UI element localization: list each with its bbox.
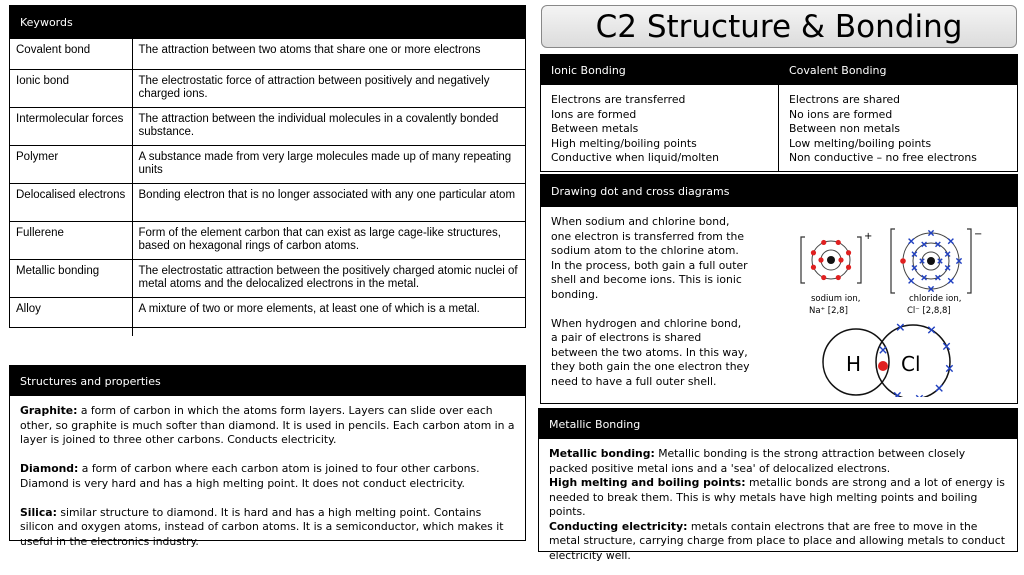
- keywords-header: Keywords: [10, 6, 525, 38]
- table-row: [10, 146, 525, 184]
- electron-cross: [928, 327, 934, 333]
- item-label: Graphite:: [20, 404, 78, 417]
- structure-item: [20, 462, 515, 491]
- metallic-body: [539, 439, 1017, 571]
- list-item: Low melting/boiling points: [789, 136, 932, 150]
- item-text: a form of carbon in which the atoms form layers. Layers can slide over each other, so graphite is much softer than diamond. It is used in pencils. Each carbon atom in a layer is joined to three other carbons. Conducts electricity.: [20, 404, 515, 446]
- keyword-term: Polymer: [10, 146, 132, 184]
- keyword-term: Delocalised electrons: [10, 184, 132, 222]
- metallic-item: [549, 476, 1007, 520]
- bonding-comparison: [540, 54, 1018, 172]
- nucleus: [927, 257, 935, 265]
- item-text: metallic bonds are strong and a lot of energy is needed to break them. This is why metals have high melting points and boiling points.: [549, 476, 1005, 518]
- structures-section: [9, 365, 526, 548]
- dot-cross-header: Drawing dot and cross diagrams: [541, 175, 1017, 207]
- electron-cross: [922, 275, 927, 280]
- list-item: High melting/boiling points: [551, 136, 697, 150]
- sodium-formula: Na⁺ [2,8]: [809, 306, 848, 316]
- list-item: Electrons are shared: [789, 93, 901, 106]
- structure-item: [20, 506, 515, 550]
- sodium-charge: +: [864, 231, 873, 242]
- item-text: Metallic bonding is the strong attraction between closely packed positive metal ions and a 'sea' of delocalized electrons.: [549, 447, 966, 475]
- keyword-definition: Form of the element carbon that can exist as large cage-like structures, based on hexagonal rings of carbon atoms.: [132, 222, 525, 260]
- bracket-right: [857, 237, 861, 283]
- keyword-definition: The electrostatic attraction between the positively charged atomic nuclei of metal atoms and the delocalized electrons in the metal.: [132, 260, 525, 298]
- chloride-ion-diagram: [891, 229, 982, 316]
- keyword-term: Metallic bonding: [10, 260, 132, 298]
- bracket-left: [801, 237, 805, 283]
- structures-body: [10, 396, 525, 557]
- metallic-item: [549, 447, 1007, 476]
- electron-cross: [936, 385, 942, 391]
- bracket-left: [891, 229, 895, 293]
- dot-cross-text: [551, 215, 751, 389]
- keyword-definition: A mixture of two or more elements, at least one of which is a metal.: [132, 298, 525, 336]
- sodium-label: sodium ion,: [811, 294, 861, 304]
- covalent-header: Covalent Bonding: [789, 63, 887, 77]
- structures-header: Structures and properties: [10, 366, 525, 396]
- electron-dot: [811, 265, 816, 270]
- item-label: Silica:: [20, 505, 57, 519]
- electron-cross: [922, 242, 927, 247]
- hydrogen-symbol: H: [846, 352, 862, 376]
- bracket-right: [967, 229, 971, 293]
- chloride-formula: Cl⁻ [2,8,8]: [907, 306, 951, 316]
- keyword-term: Covalent bond: [10, 39, 132, 70]
- item-label: Metallic bonding:: [549, 447, 655, 460]
- comparison-header: [541, 55, 1017, 85]
- electron-cross: [948, 239, 953, 244]
- table-row: [10, 39, 525, 70]
- electron-cross: [935, 242, 940, 247]
- ionic-column: [541, 85, 779, 171]
- keyword-term: Ionic bond: [10, 70, 132, 108]
- electron-dot: [838, 257, 843, 262]
- electron-dot: [821, 240, 826, 245]
- electron-cross: [948, 278, 953, 283]
- chloride-charge: −: [974, 229, 983, 240]
- table-row: [10, 108, 525, 146]
- item-text: a form of carbon where each carbon atom is joined to four other carbons. Diamond is very hard and has a high melting point. It does not conduct electricity.: [20, 462, 480, 490]
- electron-dot: [811, 250, 816, 255]
- item-text: similar structure to diamond. It is hard and has a high melting point. Contains silicon and oxygen atoms, instead of carbon atoms. It is a semiconductor, which makes it useful in the electronics industry.: [20, 505, 504, 548]
- electron-cross: [916, 395, 922, 397]
- keyword-term: Alloy: [10, 298, 132, 336]
- electron-cross: [912, 252, 917, 257]
- hcl-diagram: [823, 324, 953, 397]
- ionic-explanation: When sodium and chlorine bond, one electron is transferred from the sodium atom to the chlorine atom. In the process, both gain a full outer shell and become ions. This is ionic bonding.: [551, 215, 748, 301]
- keyword-term: Fullerene: [10, 222, 132, 260]
- electron-cross: [935, 275, 940, 280]
- covalent-explanation: When hydrogen and chlorine bond, a pair of electrons is shared between the two atoms. In this way, they both gain the one electron they need to have a full outer shell.: [551, 316, 750, 388]
- list-item: Electrons are transferred: [551, 93, 686, 106]
- list-item: Between non metals: [789, 122, 901, 135]
- shared-electron-dot: [878, 361, 888, 371]
- electron-cross: [943, 343, 949, 349]
- list-item: No ions are formed: [789, 107, 893, 121]
- electron-dot: [821, 275, 826, 280]
- ionic-header: Ionic Bonding: [551, 63, 626, 77]
- dot-cross-section: [540, 174, 1018, 404]
- nucleus: [827, 256, 835, 264]
- keyword-definition: A substance made from very large molecules made up of many repeating units: [132, 146, 525, 184]
- dot-cross-diagram: [791, 225, 991, 397]
- comparison-columns: [541, 85, 1017, 171]
- chlorine-symbol: Cl: [901, 352, 921, 376]
- keyword-definition: The attraction between two atoms that share one or more electrons: [132, 39, 525, 70]
- electron-cross: [945, 252, 950, 257]
- list-item: Between metals: [551, 122, 639, 135]
- electron-dot: [818, 257, 823, 262]
- electron-dot: [836, 240, 841, 245]
- item-label: Diamond:: [20, 462, 79, 475]
- electron-dot: [846, 265, 851, 270]
- page-title: C2 Structure & Bonding: [541, 5, 1017, 48]
- item-label: Conducting electricity:: [549, 519, 688, 533]
- electron-cross: [909, 239, 914, 244]
- list-item: Ions are formed: [551, 107, 637, 121]
- keyword-definition: The attraction between the individual molecules in a covalently bonded substance.: [132, 108, 525, 146]
- keywords-grid: [10, 38, 525, 336]
- list-item: Non conductive – no free electrons: [789, 151, 977, 164]
- keyword-definition: Bonding electron that is no longer associated with any one particular atom: [132, 184, 525, 222]
- table-row: [10, 298, 525, 336]
- covalent-column: [779, 85, 987, 171]
- electron-dot: [900, 258, 906, 264]
- keyword-definition: The electrostatic force of attraction between positively and negatively charged ions.: [132, 70, 525, 108]
- electron-dot: [846, 250, 851, 255]
- electron-cross: [909, 278, 914, 283]
- keyword-term: Intermolecular forces: [10, 108, 132, 146]
- item-label: High melting and boiling points:: [549, 476, 746, 489]
- sodium-ion-diagram: [801, 231, 872, 316]
- structure-item: [20, 404, 515, 448]
- chloride-label: chloride ion,: [909, 294, 962, 304]
- item-text: metals contain electrons that are free to move in the metal structure, carrying charge from place to place and allowing metals to conduct electricity well.: [549, 519, 1005, 562]
- list-item: Conductive when liquid/molten: [551, 151, 719, 164]
- electron-cross: [880, 347, 886, 353]
- table-row: [10, 222, 525, 260]
- keywords-table: [9, 5, 526, 328]
- metallic-header: Metallic Bonding: [539, 409, 1017, 439]
- electron-cross: [945, 265, 950, 270]
- table-row: [10, 184, 525, 222]
- table-row: [10, 260, 525, 298]
- table-row: [10, 70, 525, 108]
- electron-dot: [836, 275, 841, 280]
- metallic-item: [549, 520, 1007, 564]
- electron-cross: [912, 265, 917, 270]
- metallic-section: [538, 408, 1018, 562]
